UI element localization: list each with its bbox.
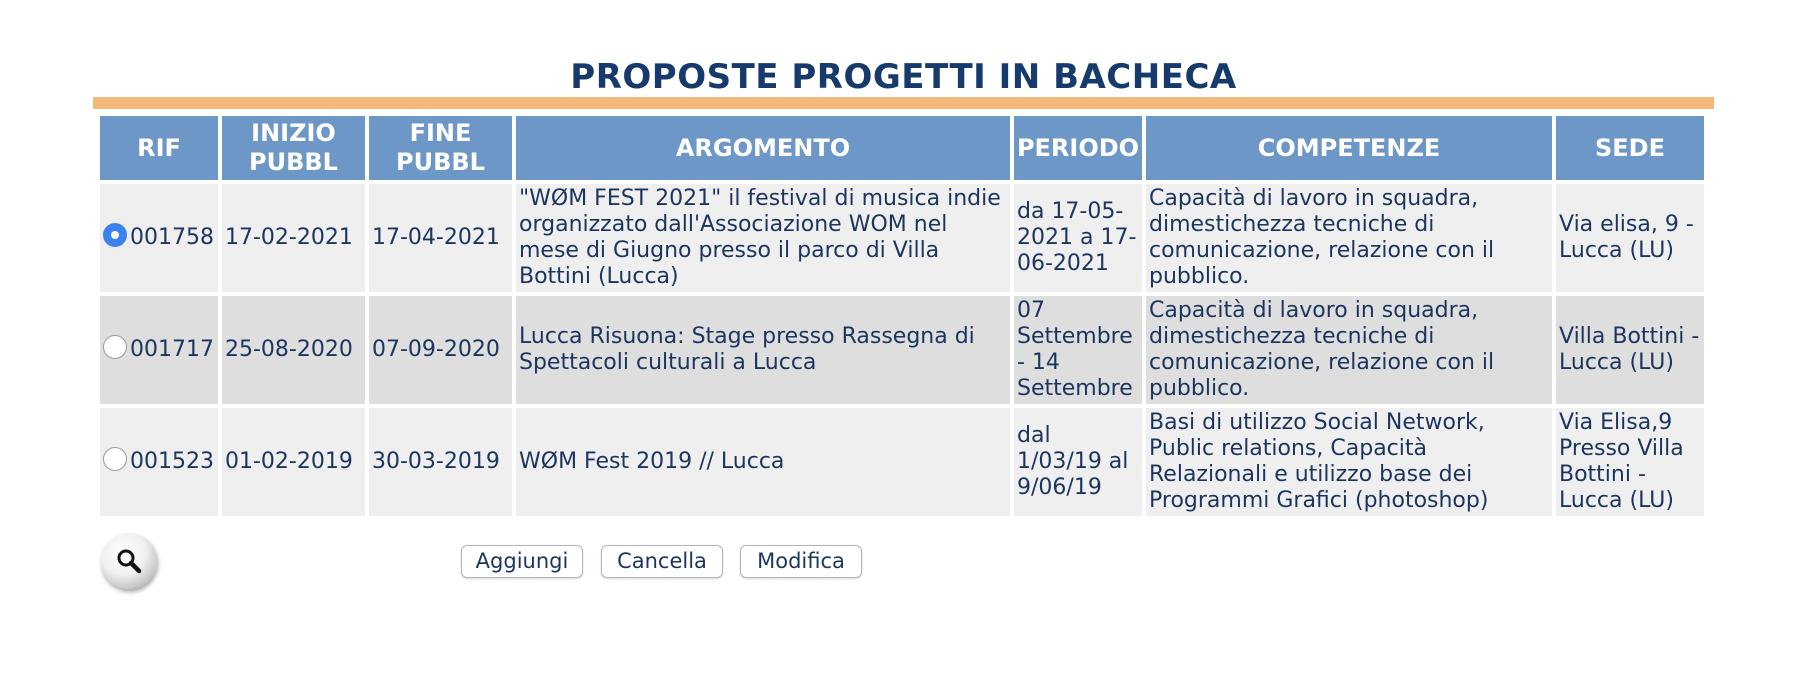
- title-underline-bar: [93, 97, 1714, 109]
- cell-argomento: Lucca Risuona: Stage presso Rassegna di Spettacoli culturali a Lucca: [516, 296, 1010, 404]
- magnifier-icon: [115, 547, 143, 575]
- rif-value: 001523: [130, 449, 214, 474]
- column-header-sede-label: SEDE: [1595, 133, 1665, 162]
- cell-rif: [100, 184, 218, 292]
- table-row[interactable]: [100, 296, 1704, 404]
- column-header-competenze-label: COMPETENZE: [1257, 133, 1441, 162]
- column-header-fine-line1: FINE: [409, 119, 472, 147]
- cell-argomento: "WØM FEST 2021" il festival di musica indie organizzato dall'Associazione WOM nel mese di Giugno presso il parco di Villa Bottini (Lucca): [516, 184, 1010, 292]
- cell-argomento: WØM Fest 2019 // Lucca: [516, 408, 1010, 516]
- page-title: PROPOSTE PROGETTI IN BACHECA: [570, 57, 1237, 97]
- column-header-competenze: [1146, 116, 1552, 180]
- cell-competenze: Basi di utilizzo Social Network, Public relations, Capacità Relazionali e utilizzo base dei Programmi Grafici (photoshop): [1146, 408, 1552, 516]
- cell-sede: Via Elisa,9 Presso Villa Bottini - Lucca (LU): [1556, 408, 1704, 516]
- row-select-radio[interactable]: [103, 223, 127, 247]
- column-header-periodo-label: PERIODO: [1016, 133, 1140, 162]
- row-select-radio[interactable]: [103, 335, 127, 359]
- modifica-button[interactable]: Modifica: [740, 545, 862, 578]
- column-header-fine-line2: PUBBL: [396, 148, 485, 176]
- table-row[interactable]: [100, 184, 1704, 292]
- cell-periodo: dal 1/03/19 al 9/06/19: [1014, 408, 1142, 516]
- cell-rif: [100, 296, 218, 404]
- column-header-argomento: [516, 116, 1010, 180]
- aggiungi-button[interactable]: Aggiungi: [461, 545, 583, 578]
- cancella-button[interactable]: Cancella: [601, 545, 723, 578]
- table-header-row: [100, 116, 1704, 180]
- cell-sede: Via elisa, 9 - Lucca (LU): [1556, 184, 1704, 292]
- cell-fine-pubbl: 17-04-2021: [369, 184, 512, 292]
- column-header-inizio-line1: INIZIO: [251, 119, 336, 147]
- column-header-rif: [100, 116, 218, 180]
- cell-periodo: da 17-05-2021 a 17-06-2021: [1014, 184, 1142, 292]
- column-header-rif-label: RIF: [137, 133, 181, 162]
- cell-inizio-pubbl: 01-02-2019: [222, 408, 365, 516]
- projects-table: [96, 112, 1708, 520]
- cell-periodo: 07 Settembre - 14 Settembre: [1014, 296, 1142, 404]
- column-header-periodo: [1014, 116, 1142, 180]
- column-header-inizio-pubbl: [222, 116, 365, 180]
- cell-sede: Villa Bottini - Lucca (LU): [1556, 296, 1704, 404]
- cell-fine-pubbl: 30-03-2019: [369, 408, 512, 516]
- search-button[interactable]: [101, 533, 157, 589]
- column-header-sede: [1556, 116, 1704, 180]
- column-header-fine-pubbl: [369, 116, 512, 180]
- cell-inizio-pubbl: 25-08-2020: [222, 296, 365, 404]
- cell-fine-pubbl: 07-09-2020: [369, 296, 512, 404]
- cell-inizio-pubbl: 17-02-2021: [222, 184, 365, 292]
- rif-value: 001717: [130, 337, 214, 362]
- row-select-radio[interactable]: [103, 447, 127, 471]
- rif-value: 001758: [130, 225, 214, 250]
- cell-competenze: Capacità di lavoro in squadra, dimestichezza tecniche di comunicazione, relazione con il pubblico.: [1146, 184, 1552, 292]
- column-header-inizio-line2: PUBBL: [249, 148, 338, 176]
- cell-competenze: Capacità di lavoro in squadra, dimestichezza tecniche di comunicazione, relazione con il pubblico.: [1146, 296, 1552, 404]
- cell-rif: [100, 408, 218, 516]
- table-row[interactable]: [100, 408, 1704, 516]
- column-header-argomento-label: ARGOMENTO: [675, 133, 851, 162]
